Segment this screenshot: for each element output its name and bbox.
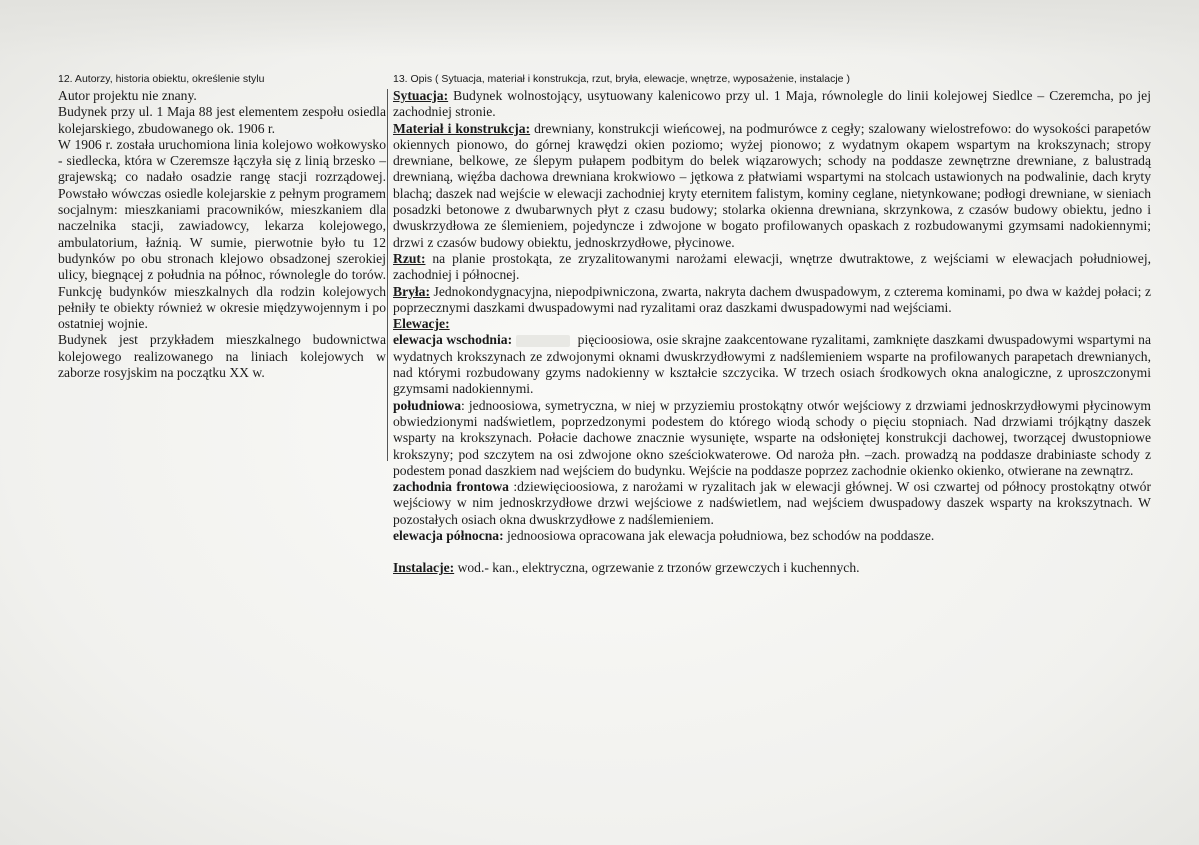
section-13-header: 13. Opis ( Sytuacja, materiał i konstrukcja, rzut, bryła, elewacje, wnętrze, wyposażenie, instalacje )	[393, 73, 850, 85]
history-text	[58, 88, 386, 381]
zachodnia-label: zachodnia frontowa	[393, 479, 509, 495]
poludniowa-label: południowa	[393, 397, 462, 413]
wschodnia-text: pięcioosiowa, osie skrajne zaakcentowane ryzalitami, zamknięte daszkami dwuspadowymi wspartymi na wydatnych krokszynach ze zdwojonymi oknami dwuskrzydłowymi z nadślemieniem wsparte na profilowanych parapetach drewnianych, nad którymi rozbudowany gzyms nadokienny w kształcie szczycika. W trzech osiach środkowych okna analogiczne, z uproszczonymi gzymsami nadokiennymi.	[393, 332, 1152, 397]
section-12-header: 12. Autorzy, historia obiektu, określenie stylu	[58, 73, 265, 85]
bryla-text: Jednokondygnacyjna, niepodpiwniczona, zwarta, nakryta dachem dwuspadowym, z czterema kominami, po dwa w każdej połaci; z poprzecznymi daszkami dwuspadowymi nad ryzalitami oraz daszkami dwuspadowymi nad wejściami.	[393, 283, 1151, 315]
faint-stamp-mark	[516, 335, 570, 347]
bryla-label: Bryła:	[393, 283, 430, 299]
instalacje-text: wod.- kan., elektryczna, ogrzewanie z trzonów grzewczych i kuchennych.	[454, 560, 860, 576]
sytuacja-label: Sytuacja:	[393, 88, 449, 103]
sytuacja-paragraph	[393, 88, 1151, 121]
material-text: drewniany, konstrukcji wieńcowej, na podmurówce z cegły; szalowany wielostrefowo: do wysokości parapetów okiennych pionowo, do górnej krawędzi okien poziomo; wyżej pionowo; z wydatnym okapem wspartym na krokszynach; stropy drewniane, belkowe, ze ślepym pułapem podbitym do belek wiązarowych; schody na poddasze zewnętrzne drewniane, z balustradą drewnianą, więźba dachowa drewniana krokwiowo – jętkowa z płatwiami wspartymi na stolcach ustawionych na podwalinie, dach kryty blachą; daszek nad wejście w elewacji zachodniej kryty eternitem falistym, kominy ceglane, nietynkowane; podłogi drewniane, w sieniach posadzki betonowe z dwubarwnych płyt z czasu budowy; stolarka okienna drewniana, skrzynkowa, z czasów budowy obiektu, jedno i dwuskrzydłowa ze ślemieniem, pojedyncze i zdwojone w bogato profilowanych opaskach z rozbudowanymi gzymsami nadokiennymi; drzwi z czasów budowy obiektu, jednoskrzydłowe, płycinowe.	[393, 120, 1152, 250]
history-paragraph: Budynek przy ul. 1 Maja 88 jest elementem zespołu osiedla kolejarskiego, zbudowanego ok. 1906 r.	[58, 104, 386, 136]
material-paragraph	[393, 121, 1151, 251]
paragraph-gap	[393, 544, 1151, 560]
polnocna-label: elewacja północna:	[393, 528, 504, 544]
wschodnia-paragraph	[393, 332, 1151, 397]
column-divider	[387, 89, 388, 461]
description-column	[393, 72, 1151, 577]
sytuacja-text: Budynek wolnostojący, usytuowany kalenicowo przy ul. 1 Maja, równolegle do linii kolejowej Siedlce – Czeremcha, po jej zachodniej stronie.	[393, 88, 1151, 120]
material-label: Materiał i konstrukcja:	[393, 120, 531, 136]
bryla-paragraph	[393, 284, 1151, 317]
polnocna-text: jednoosiowa opracowana jak elewacja południowa, bez schodów na poddasze.	[503, 528, 935, 544]
description-text	[393, 88, 1151, 577]
scan-shadow	[0, 0, 1199, 56]
poludniowa-text: : jednoosiowa, symetryczna, w niej w przyziemiu prostokątny otwór wejściowy z drzwiami jednoskrzydłowymi płycinowym obwiedzionymi nadświetlem, poprzedzonymi podestem do którego wiodą schody o pięciu stopniach. Nad drzwiami trójkątny daszek wsparty na krokszynach. Połacie dachowe znacznie wysunięte, wsparte na odsłoniętej konstrukcji dachowej, tworzącej dwustopniowe krokszyny; pod szczytem na osi zdwojone okno sześciokwaterowe. Od naroża płn. –zach. prowadzą na poddasze drabiniaste schody z podestem ponad daszkiem nad wejściem do budynku. Wejście na poddasze poprzez zachodnie okienko okienko, otwierane na zewnątrz.	[393, 397, 1151, 478]
elewacje-label: Elewacje:	[393, 316, 450, 332]
history-column	[58, 72, 386, 381]
zachodnia-paragraph	[393, 479, 1151, 528]
zachodnia-text: :dziewięcioosiowa, z narożami w ryzalitach jak w elewacji głównej. W osi czwartej od północy prostokątny otwór wejściowy w nim jednoskrzydłowe drzwi wejściowe z nadświetlem, nad wejściem dwuspadowy daszek wsparty na krokszytnach. W pozostałych osiach okna dwuskrzydłowe z nadślemieniem.	[393, 479, 1151, 527]
polnocna-paragraph	[393, 528, 1151, 544]
history-paragraph: Autor projektu nie znany.	[58, 88, 197, 103]
poludniowa-paragraph	[393, 398, 1151, 479]
wschodnia-label: elewacja wschodnia:	[393, 332, 513, 348]
elewacje-heading	[393, 316, 1151, 332]
history-paragraph: Budynek jest przykładem mieszkalnego budownictwa kolejowego realizowanego na liniach kolejowych w zaborze rosyjskim na początku XX w.	[58, 332, 386, 381]
instalacje-label: Instalacje:	[393, 560, 455, 576]
instalacje-paragraph	[393, 560, 1151, 576]
rzut-paragraph	[393, 251, 1151, 284]
rzut-text: na planie prostokąta, ze zryzalitowanymi narożami elewacji, wnętrze dwutraktowe, z wejściami w elewacjach południowej, zachodniej i północnej.	[393, 250, 1151, 283]
history-paragraph: W 1906 r. została uruchomiona linia kolejowo wołkowysko - siedlecka, która w Czeremsze łączyła się z linią brzesko – grajewską; co nadało osadzie rangę stacji rozrządowej. Powstało wówczas osiedle kolejarskie z pełnym programem socjalnym: mieszkaniami pracowników, mieszkaniem dla naczelnika stacji, zawiadowcy, lekarza kolejowego, ambulatorium, łaźnią. W sumie, pierwotnie było tu 12 budynków po obu stronach klejowo obsadzonej szerokiej ulicy, biegnącej z południa na północ, równolegle do torów. Funkcję budynków mieszkalnych dla rodzin kolejowych pełniły te obiekty również w okresie międzywojennym i po ostatniej wojnie.	[58, 136, 386, 332]
rzut-label: Rzut:	[393, 250, 426, 266]
